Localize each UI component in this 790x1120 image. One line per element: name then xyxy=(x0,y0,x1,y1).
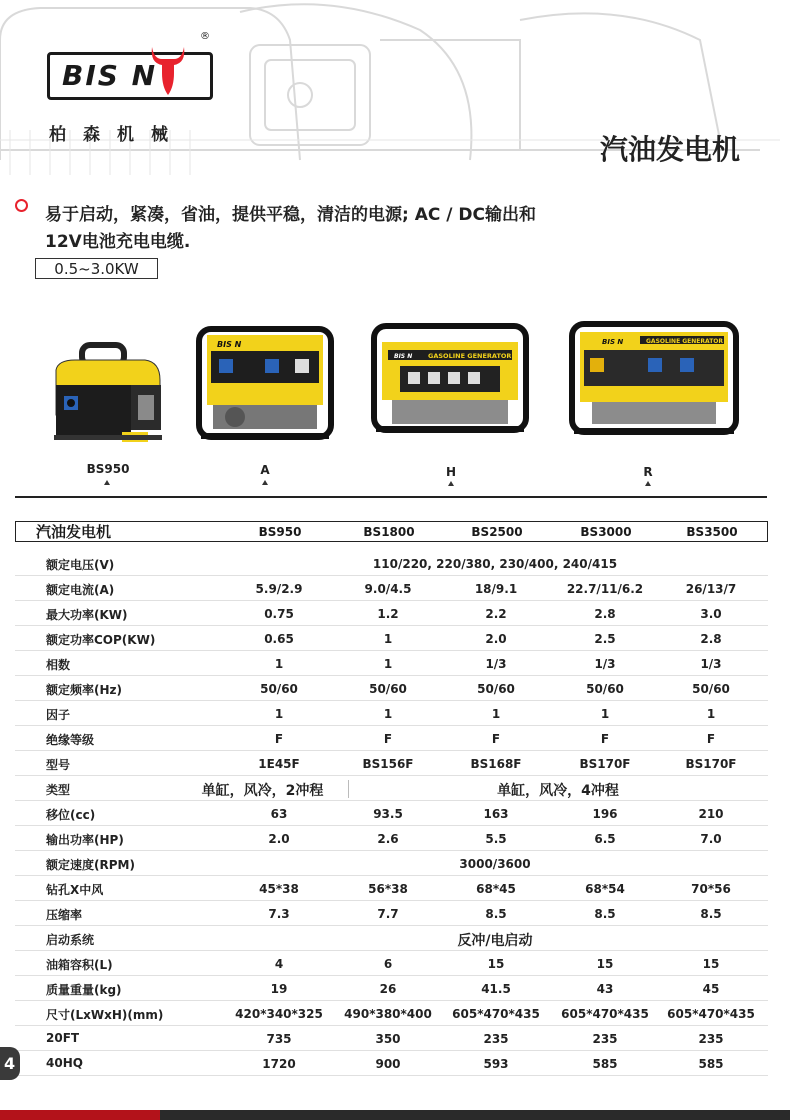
product-image-h xyxy=(370,322,530,442)
product-image-a xyxy=(195,325,335,450)
table-cell: 0.75 xyxy=(264,607,294,621)
table-cell: 7.3 xyxy=(268,907,290,921)
caret-up-icon xyxy=(448,481,454,486)
page-number-tab xyxy=(0,1047,20,1080)
table-row xyxy=(15,701,768,726)
table-cell: 1 xyxy=(274,657,284,671)
table-cell: 235 xyxy=(592,1032,618,1046)
logo-wordmark: BIS N xyxy=(62,59,158,92)
table-cell: 56*38 xyxy=(368,882,408,896)
product-label-h: H xyxy=(445,465,457,479)
type-four-stroke: 单缸，风冷，4冲程 xyxy=(497,783,619,799)
table-row xyxy=(15,901,768,926)
table-cell: 45*38 xyxy=(259,882,299,896)
table-row xyxy=(15,776,768,801)
table-row xyxy=(15,676,768,701)
model-header: BS950 xyxy=(258,525,302,539)
table-cell: 1 xyxy=(274,707,284,721)
table-row xyxy=(15,876,768,901)
table-row xyxy=(15,1026,768,1051)
svg-text:GASOLINE GENERATOR: GASOLINE GENERATOR xyxy=(428,352,512,360)
table-cell: 50/60 xyxy=(586,682,624,696)
model-header: BS3500 xyxy=(686,525,738,539)
table-cell: 15 xyxy=(596,957,614,971)
table-cell: F xyxy=(491,732,501,746)
table-cell: 43 xyxy=(596,982,614,996)
table-cell: 585 xyxy=(592,1057,618,1071)
table-cell: 2.2 xyxy=(485,607,507,621)
row-label: 额定频率(Hz) xyxy=(46,683,122,697)
model-header: BS3000 xyxy=(580,525,632,539)
bullet-ring-icon xyxy=(15,199,28,212)
table-cell: 41.5 xyxy=(481,982,511,996)
table-span-cell: 110/220, 220/380, 230/400, 240/415 xyxy=(372,557,618,571)
product-image-r xyxy=(568,318,740,443)
table-cell: 2.8 xyxy=(594,607,616,621)
intro-line-2: 12V电池充电电缆. xyxy=(45,232,191,252)
table-cell: 350 xyxy=(375,1032,401,1046)
table-row xyxy=(15,926,768,951)
row-label: 绝缘等级 xyxy=(46,733,95,747)
row-label: 因子 xyxy=(46,708,71,722)
table-row xyxy=(15,1051,768,1076)
caret-up-icon xyxy=(262,480,268,485)
table-cell: 235 xyxy=(483,1032,509,1046)
row-label: 尺寸(LxWxH)(mm) xyxy=(46,1008,164,1022)
table-cell: 50/60 xyxy=(477,682,515,696)
svg-text:BIS N: BIS N xyxy=(394,353,413,360)
table-cell: 15 xyxy=(487,957,505,971)
table-row xyxy=(15,951,768,976)
table-cell: 2.0 xyxy=(485,632,507,646)
page-number: 4 xyxy=(4,1054,16,1073)
table-cell: 5.9/2.9 xyxy=(255,582,303,596)
table-row xyxy=(15,751,768,776)
row-label: 型号 xyxy=(46,758,71,772)
table-span-cell: 反冲/电启动 xyxy=(457,933,533,949)
row-label: 相数 xyxy=(46,658,71,672)
row-label: 额定功率COP(KW) xyxy=(46,633,156,647)
product-label-r: R xyxy=(643,465,653,479)
table-cell: F xyxy=(600,732,610,746)
table-cell: F xyxy=(274,732,284,746)
table-cell: 50/60 xyxy=(260,682,298,696)
table-header xyxy=(15,521,768,542)
table-cell: 2.6 xyxy=(377,832,399,846)
table-cell: 1720 xyxy=(262,1057,296,1071)
table-cell: 8.5 xyxy=(700,907,722,921)
table-cell: 15 xyxy=(702,957,720,971)
table-cell: 6 xyxy=(383,957,393,971)
registered-mark: ® xyxy=(200,31,210,42)
brand-chinese-name: 柏森机械 xyxy=(49,125,185,145)
table-cell: 1/3 xyxy=(485,657,507,671)
table-row xyxy=(15,601,768,626)
table-cell: BS168F xyxy=(470,757,522,771)
table-cell: 6.5 xyxy=(594,832,616,846)
table-cell: 593 xyxy=(483,1057,509,1071)
table-cell: 235 xyxy=(698,1032,724,1046)
table-cell: 26/13/7 xyxy=(685,582,737,596)
table-row xyxy=(15,826,768,851)
table-title: 汽油发电机 xyxy=(36,523,112,541)
table-row xyxy=(15,551,768,576)
table-cell: 7.7 xyxy=(377,907,399,921)
table-row xyxy=(15,626,768,651)
table-cell: 4 xyxy=(274,957,284,971)
table-cell: 1.2 xyxy=(377,607,399,621)
table-cell: BS156F xyxy=(362,757,414,771)
row-label: 移位(cc) xyxy=(46,808,96,822)
table-cell: 605*470*435 xyxy=(452,1007,540,1021)
row-label: 启动系统 xyxy=(46,933,95,947)
table-cell: 900 xyxy=(375,1057,401,1071)
table-cell: F xyxy=(706,732,716,746)
row-label: 额定电流(A) xyxy=(46,583,115,597)
table-cell: 1 xyxy=(491,707,501,721)
table-cell: 1E45F xyxy=(258,757,300,771)
table-row xyxy=(15,801,768,826)
table-cell: 8.5 xyxy=(485,907,507,921)
table-cell: 585 xyxy=(698,1057,724,1071)
table-cell: 2.8 xyxy=(700,632,722,646)
power-range-badge: 0.5~3.0KW xyxy=(35,258,158,279)
table-cell: 420*340*325 xyxy=(235,1007,323,1021)
table-cell: 1/3 xyxy=(594,657,616,671)
table-row xyxy=(15,851,768,876)
table-cell: 9.0/4.5 xyxy=(364,582,412,596)
row-label: 压缩率 xyxy=(46,908,83,922)
footer-accent-bar xyxy=(0,1110,160,1120)
table-cell: 2.0 xyxy=(268,832,290,846)
table-cell: 1 xyxy=(383,632,393,646)
row-label: 额定电压(V) xyxy=(46,558,115,572)
product-label-bs950: BS950 xyxy=(86,462,130,476)
table-cell: 45 xyxy=(702,982,720,996)
svg-text:GASOLINE GENERATOR: GASOLINE GENERATOR xyxy=(646,338,724,345)
table-cell: 93.5 xyxy=(373,807,403,821)
row-label: 20FT xyxy=(46,1031,80,1045)
table-cell: 8.5 xyxy=(594,907,616,921)
table-cell: 0.65 xyxy=(264,632,294,646)
table-cell: 18/9.1 xyxy=(474,582,518,596)
table-cell: 735 xyxy=(266,1032,292,1046)
row-label: 类型 xyxy=(46,783,71,797)
table-cell: 210 xyxy=(698,807,724,821)
row-label: 钻孔X中风 xyxy=(46,883,104,897)
table-cell: 3.0 xyxy=(700,607,722,621)
table-cell: 22.7/11/6.2 xyxy=(566,582,644,596)
table-cell: 1 xyxy=(600,707,610,721)
table-span-cell: 3000/3600 xyxy=(459,857,531,871)
svg-text:BIS N: BIS N xyxy=(217,340,242,349)
table-cell: 68*45 xyxy=(476,882,516,896)
table-cell: F xyxy=(383,732,393,746)
table-cell: 50/60 xyxy=(692,682,730,696)
table-cell: BS170F xyxy=(579,757,631,771)
table-cell: 1 xyxy=(706,707,716,721)
caret-up-icon xyxy=(645,481,651,486)
product-image-bs950 xyxy=(50,340,165,450)
table-cell: 1 xyxy=(383,657,393,671)
row-label: 40HQ xyxy=(46,1056,83,1070)
product-label-a: A xyxy=(260,463,270,477)
caret-up-icon xyxy=(104,480,110,485)
page-title: 汽油发电机 xyxy=(600,133,741,166)
row-label: 额定速度(RPM) xyxy=(46,858,135,872)
table-cell: 19 xyxy=(270,982,288,996)
table-row xyxy=(15,726,768,751)
model-header: BS1800 xyxy=(363,525,415,539)
svg-text:BIS N: BIS N xyxy=(602,338,624,346)
intro-line-1: 易于启动，紧凑，省油，提供平稳，清洁的电源; AC / DC输出和 xyxy=(45,205,536,225)
table-cell: 1 xyxy=(383,707,393,721)
row-label: 最大功率(KW) xyxy=(46,608,128,622)
section-divider xyxy=(15,496,767,498)
table-cell: 163 xyxy=(483,807,509,821)
type-two-stroke: 单缸，风冷，2冲程 xyxy=(201,783,324,799)
table-cell: 196 xyxy=(592,807,618,821)
table-cell: 605*470*435 xyxy=(561,1007,649,1021)
table-row xyxy=(15,576,768,601)
bison-logo xyxy=(47,52,213,100)
row-label: 油箱容积(L) xyxy=(46,958,113,972)
type-separator xyxy=(348,780,349,798)
table-cell: 26 xyxy=(379,982,397,996)
table-row xyxy=(15,1001,768,1026)
bull-head-icon xyxy=(148,43,188,99)
table-cell: 63 xyxy=(270,807,288,821)
table-cell: 2.5 xyxy=(594,632,616,646)
table-cell: 50/60 xyxy=(369,682,407,696)
table-cell: 1/3 xyxy=(700,657,722,671)
table-cell: 5.5 xyxy=(485,832,507,846)
model-header: BS2500 xyxy=(471,525,523,539)
row-label: 质量重量(kg) xyxy=(46,983,122,997)
table-cell: BS170F xyxy=(685,757,737,771)
table-cell: 490*380*400 xyxy=(344,1007,432,1021)
table-cell: 68*54 xyxy=(585,882,625,896)
table-row xyxy=(15,976,768,1001)
table-cell: 70*56 xyxy=(691,882,731,896)
table-row xyxy=(15,651,768,676)
row-label: 输出功率(HP) xyxy=(46,833,124,847)
table-cell: 605*470*435 xyxy=(667,1007,755,1021)
table-cell: 7.0 xyxy=(700,832,722,846)
